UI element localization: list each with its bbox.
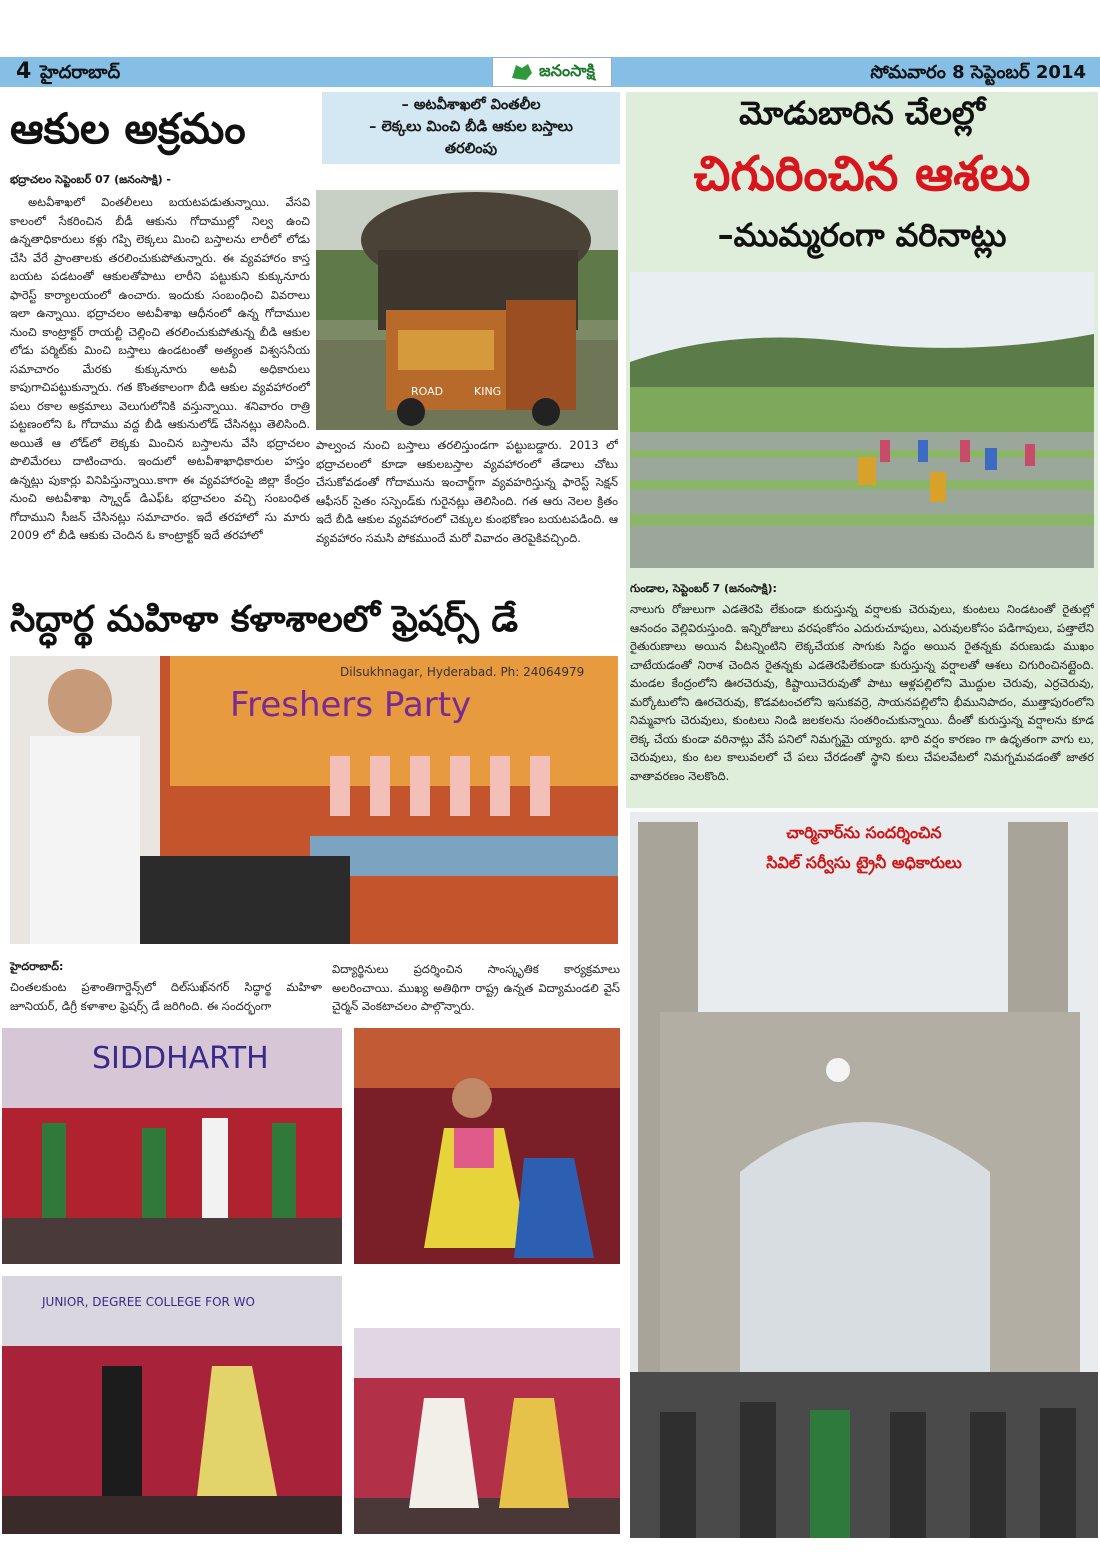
charminar-caption-line1: చార్మినార్‌ను సందర్శించిన: [786, 823, 942, 842]
dance-photo-4: [354, 1328, 620, 1534]
banner-siddharth-1: SIDDHARTH: [92, 1041, 269, 1076]
page-number: 4: [16, 59, 32, 84]
section-city: హైదరాబాద్: [40, 62, 121, 83]
freshers-stage-photo: [10, 656, 618, 944]
newspaper-logo: [492, 57, 612, 87]
story1-subheads: [322, 92, 620, 164]
truck-photo: [316, 190, 618, 430]
story1-headline: ఆకుల అక్రమం: [10, 104, 246, 153]
story2-body: నాలుగు రోజులుగా ఎడతెరపి లేకుండా కురుస్తున్న వర్షాలకు చెరువులు, కుంటలు నిండటంతో రైతుల్లో ఆనందం వెల్లివిరుస్తుంది. ఇన్నిరోజులు వరషంకోసం ఎదురుచూపులు, ఎరువులకోసం పడిగాపులు, పత్తాలేని రైతురుణాలు అయిన వీటన్నింటిని లెక్కచేయక సాగుకు సిద్ధం అయిన రైతన్నకు వరుణుడు ముఖం చాటేయడంతో నిరాశ చెందిన రైతన్నకు ఎడతెరపిలేకుండా కురుస్తున్న వర్షాలతో ఆశలు చిగురించినట్లైంది. మండల కేంద్రంలోని ఊరచెరువు, కిష్టాయిచెరువుతో పాటు ఆళ్లపల్లిలోని మొద్దుల చెరువు, ఎర్రచెరువు, మర్కోటులోని ఊరచెరువు, కొడవటంచలోని ఇసుకవర్రె, సాయనపల్లిలోని భీమునిపాదం, ముత్తాపురంలోని నిమ్మవాగు చెరువులు, కుంటలు నిండి జలకలను సంతరించుకున్నాయి. దీంతో కురుస్తున్న వర్షాలను కూడ లెక్క చేయ కుండా వరినాట్లు వేసే పనిలో నిమగ్నమై య్యారు. భారి వర్షం కారణం గా ఉధృతంగా వాగు లు, చెరువులు, కుం టల కాలువలలో చే పలు చేరడంతో స్థాని కులు చేపలవేటలో నిమగ్నమవడంతో జాతర వాతావరణం నెలకొంది.: [630, 602, 1094, 783]
story3-body-col1: చింతలకుంట ప్రశాంతిగార్డెన్స్‌లో దిల్‌సుఖ్‌నగర్ సిద్ధార్థ మహిళా జూనియర్, డిగ్రీ కళాశాల ఫ్రెషర్స్ డే జరిగింది. ఈ సందర్భంగా: [10, 980, 322, 1013]
story1-body-col1: అటవీశాఖలో వింతలీలలు బయటపడుతున్నాయి. వేసవి కాలంలో సేకరించిన బీడీ ఆకును గోదాముల్లో నిల్వ ఉంచి ఉన్నతాధికారులు కళ్లు గప్పి లెక్కలు మించి బస్తాలను లారీలో లోడు చేసి వేరే ప్రాంతాలకు తరలించుకుపోతున్నారు. ఈ వ్యవహారం కాస్త బయట పడటంతో ఆకులతోపాటు లారీని పట్టుకుని కుక్కునూరు ఫారెస్ట్ కార్యాలయంలో ఉంచారు. ఇందుకు సంబంధించి వివరాలు ఇలా ఉన్నాయి. భద్రాచలం అటవీశాఖ ఆధీనంలో ఉన్న గోదాముల నుంచి కాంట్రాక్టర్ రాయల్టీ చెల్లించి తరలించుకుపోతున్న బీడి ఆకుల లోడు పర్మిట్‌కు మించి బస్తాలు ఉండటంతో అత్యంత విశ్వసనీయ సమాచారం మేరకు కుక్కునూరు అటవీ అధికారులు కాపుగాచిపట్టుకున్నారు. గత కొంతకాలంగా బీడి ఆకుల వ్యవహారంలో పలు రకాల అక్రమాలు వెలుగులోనికి వస్తున్నాయి. శనివారం రాత్రి పట్టణంలోని ఓ గోదాము వద్ద బీడి ఆకునులోడ్ చేసినట్లు తెలిసింది. అయితే ఆ లోడ్‌లో లెక్కకు మించిన బస్తాలను వేసి భద్రాచలం పొలిమేరలు దాటించారు. ఇందులో అటవీశాఖాధికారుల హస్తం ఉన్నట్లు పుకార్లు వినిపిస్తున్నాయి.కాగా ఈ వ్యవహారంపై జిల్లా కేంద్రం నుంచి అటవీశాఖ స్క్వాడ్ డిఎఫ్‌ఓ భద్రాచలం వచ్చి సంబంధిత గోదాముని సీజన్ చేసినట్లు సమాచారం. ఇదే తరహాలో సు మారు 2009 లో బీడి ఆకుకు చెందిన ఓ కాంట్రాక్టర్ ఇదే తరహాలో: [10, 195, 310, 542]
charminar-caption-line2: సివిల్ సర్వీసు ట్రైనీ అధికారులు: [766, 853, 962, 872]
banner-freshers-party: Freshers Party: [230, 685, 472, 725]
paddy-field-photo: [630, 272, 1094, 568]
story2-headline-2: చిగురించిన ఆశలు: [693, 146, 1031, 202]
truck-text-king: KING: [474, 385, 502, 398]
map-icon: [509, 61, 535, 83]
story1-subhead-3: తరలింపు: [444, 141, 498, 157]
issue-date: సోమవారం 8 సెప్టెంబర్ 2014: [870, 62, 1086, 83]
charminar-photo: [630, 812, 1098, 1538]
truck-text-road: ROAD: [411, 385, 444, 398]
logo-text: జనంసాక్షి: [539, 60, 595, 80]
story1-subhead-2: – లెక్కలు మించి బీడి ఆకుల బస్తాలు: [369, 119, 573, 135]
story3-headline: సిద్ధార్థ మహిళా కళాశాలలో ఫ్రెషర్స్ డే: [10, 599, 518, 640]
banner-dilsukhnagar: Dilsukhnagar, Hyderabad. Ph: 24064979: [340, 665, 585, 679]
story3-dateline: హైదరాబాద్:: [10, 960, 64, 973]
dance-photo-1: [2, 1028, 342, 1264]
banner-college-1: JUNIOR, DEGREE COLLEGE FOR WO: [42, 1295, 255, 1309]
story2-headline-1: మోడుబారిన చేలల్లో: [739, 94, 985, 132]
story1-subhead-1: – అటవీశాఖలో వింతలీల: [401, 97, 541, 113]
dance-photo-2: [354, 1028, 620, 1264]
dance-photo-3: [2, 1276, 342, 1534]
story3-body-col2: విద్యార్థినులు ప్రదర్శించిన సాంస్కృతిక కార్యక్రమాలు అలరించాయి. ముఖ్య అతిథిగా రాష్ట్ర ఉన్నత విద్యామండలి వైస్ చైర్మన్ వెంకటాచలం పాల్గొన్నారు.: [332, 962, 620, 1013]
story1-dateline: భద్రాచలం సెప్టెంబర్ 07 (జనంసాక్షి) -: [10, 173, 171, 186]
story2-headline-3: –ముమ్మరంగా వరినాట్లు: [717, 216, 1007, 254]
story1-body-col2: పాల్వంచ నుంచి బస్తాలు తరలిస్తుండగా పట్టుబడ్డారు. 2013 లో భద్రాచలంలో కూడా ఆకులబస్తాల వ్యవహారంలో తేడాలు చోటు చేసుకోవడంతో గోదామును ఇంచార్జ్‌గా వ్యవహరిస్తున్న ఫారెస్ట్ సెక్షన్ ఆఫీసర్ సైతం సస్పెండ్‌కు గురైనట్లు తెలిసింది. గత ఆరు నెలల క్రితం ఇదే బీడి ఆకుల వ్యవహారంలో చెక్కుల కుంభకోణం బయటపడింది. ఆ వ్యవహారం సమసి పోకముందే మరో వివాదం తెరపైకివచ్చింది.: [316, 438, 618, 545]
story2-dateline: గుండాల, సెప్టెంబర్ 7 (జనంసాక్షి):: [630, 582, 777, 595]
